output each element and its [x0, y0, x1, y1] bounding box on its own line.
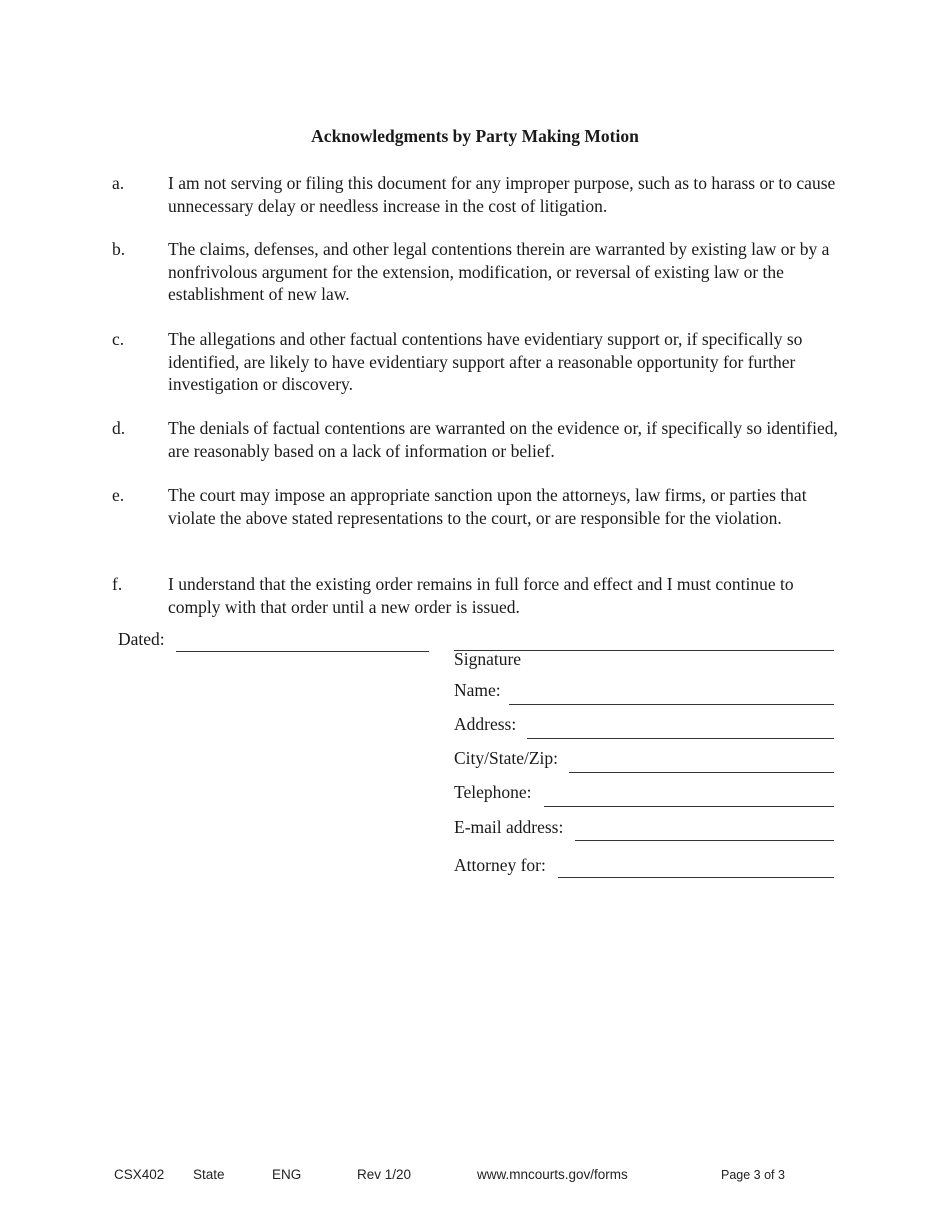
item-text: I understand that the existing order remains in full force and effect and I must continue to comply with that order until a new order is issued. — [168, 574, 794, 617]
item-text: The allegations and other factual contentions have evidentiary support or, if specifically so identified, are likely to have evidentiary support after a reasonable opportunity for further investigation or discovery. — [168, 329, 803, 394]
attorney-for-field[interactable] — [558, 877, 834, 878]
telephone-label: Telephone: — [454, 782, 532, 802]
item-letter: a. — [112, 173, 125, 193]
name-field[interactable] — [509, 704, 834, 705]
item-text: The denials of factual contentions are warranted on the evidence or, if specifically so identified, are reasonably based on a lack of information or belief. — [168, 418, 838, 461]
email-label: E-mail address: — [454, 817, 564, 837]
address-field[interactable] — [527, 738, 834, 739]
city-state-zip-label: City/State/Zip: — [454, 748, 559, 768]
address-label: Address: — [454, 714, 517, 734]
item-letter: b. — [112, 239, 126, 259]
item-letter: e. — [112, 485, 125, 505]
email-field[interactable] — [575, 840, 834, 841]
name-label: Name: — [454, 680, 501, 700]
signature-label: Signature — [454, 649, 522, 669]
attorney-for-label: Attorney for: — [454, 855, 546, 875]
telephone-field[interactable] — [544, 806, 834, 807]
footer-revision: Rev 1/20 — [357, 1167, 412, 1182]
city-state-zip-field[interactable] — [569, 772, 834, 773]
item-letter: f. — [112, 574, 123, 594]
footer-url[interactable]: www.mncourts.gov/forms — [477, 1167, 628, 1182]
item-text: The claims, defenses, and other legal contentions therein are warranted by existing law or by a nonfrivolous argument for the extension, modification, or reversal of existing law or the establishment of new law. — [168, 239, 830, 304]
item-letter: d. — [112, 418, 126, 438]
footer-page-number: Page 3 of 3 — [721, 1168, 785, 1182]
page-title: Acknowledgments by Party Making Motion — [311, 126, 639, 146]
footer-form-code: CSX402 — [114, 1167, 165, 1182]
footer-jurisdiction: State — [193, 1167, 225, 1182]
footer-language: ENG — [272, 1167, 302, 1182]
item-letter: c. — [112, 329, 125, 349]
item-text: I am not serving or filing this document for any improper purpose, such as to harass or to cause unnecessary delay or needless increase in the cost of litigation. — [168, 173, 836, 216]
dated-label: Dated: — [118, 629, 165, 649]
item-text: The court may impose an appropriate sanction upon the attorneys, law firms, or parties that violate the above stated representations to the court, or are responsible for the violation. — [168, 485, 807, 528]
dated-field[interactable] — [176, 651, 429, 652]
